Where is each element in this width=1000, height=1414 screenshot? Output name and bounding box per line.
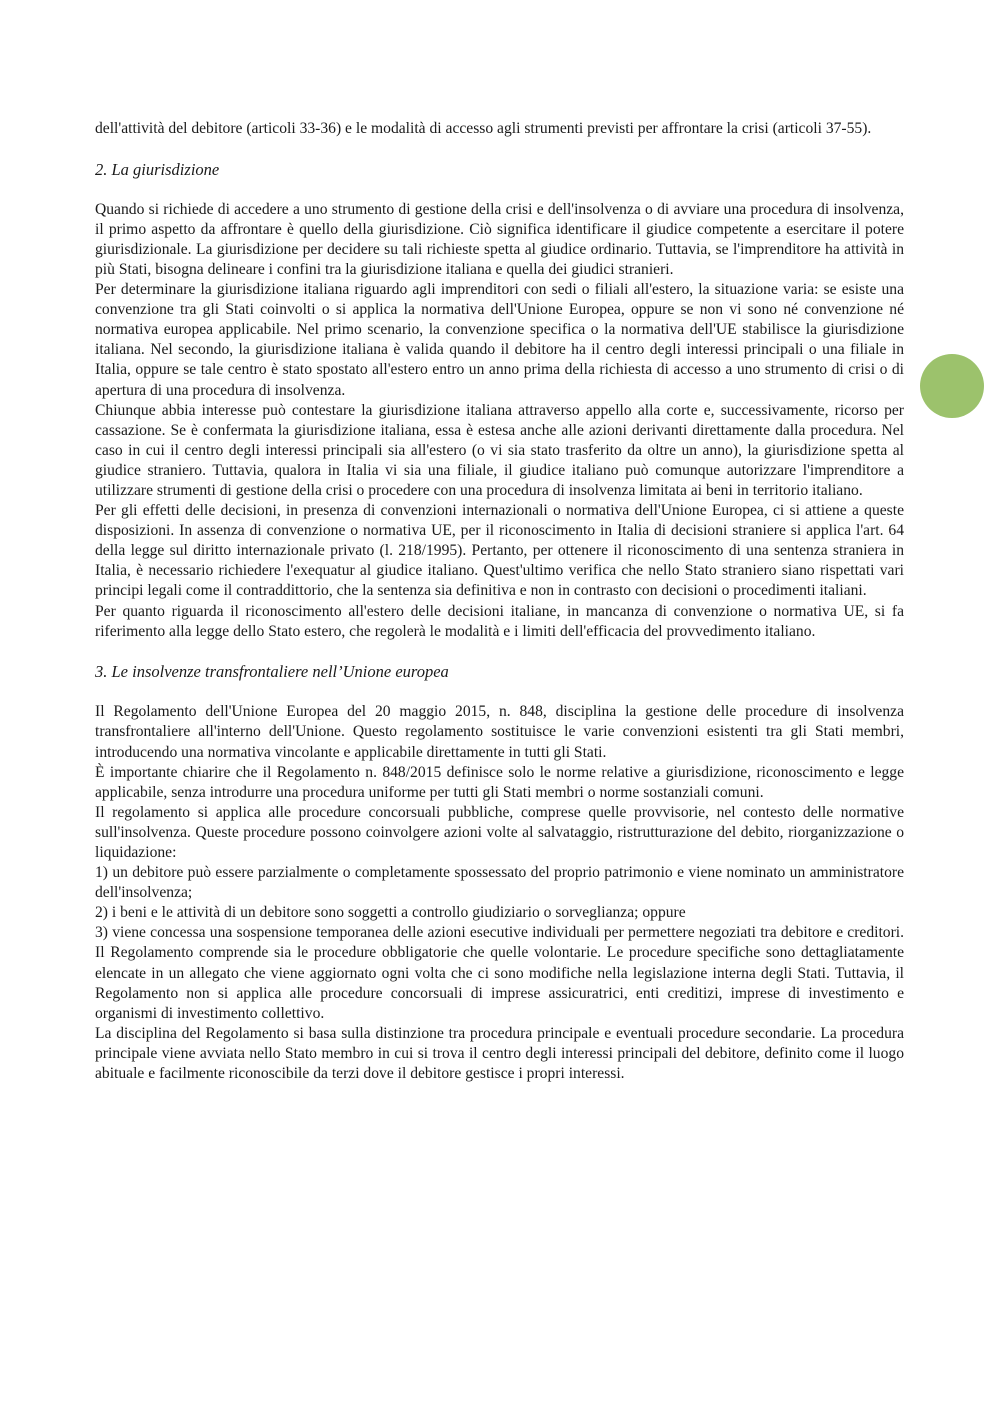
paragraph: Il regolamento si applica alle procedure concorsuali pubbliche, comprese quelle provvisorie, nel contesto delle normative sull'insolvenza. Queste procedure possono coinvolgere azioni volte al salvataggio, ristrutturazione del debito, riorganizzazione o liquidazione: (95, 803, 904, 861)
spacer (95, 139, 904, 160)
decorative-green-circle (920, 354, 984, 418)
section-heading-giurisdizione: 2. La giurisdizione (95, 159, 220, 179)
spacer (95, 682, 904, 702)
paragraph: Per quanto riguarda il riconoscimento all'estero delle decisioni italiane, in mancanza di convenzione o normativa UE, si fa riferimento alla legge dello Stato estero, che regolerà le modalità e i limiti dell'efficacia del provvedimento italiano. (95, 602, 904, 640)
intro-paragraph: dell'attività del debitore (articoli 33-36) e le modalità di accesso agli strumenti previsti per affrontare la crisi (articoli 37-55). (95, 120, 872, 137)
paragraph: Per determinare la giurisdizione italiana riguardo agli imprenditori con sedi o filiali all'estero, la situazione varia: se esiste una convenzione tra gli Stati coinvolti o si applica la normativa dell'Unione Europea, oppure se non vi sono né convenzione né normativa europea applicabile. Nel primo scenario, la convenzione specifica o la normativa dell'UE stabilisce la giurisdizione italiana. Nel secondo, la giurisdizione italiana è valida quando il debitore ha il centro degli interessi principali o una filiale in Italia, oppure se tale centro è stato spostato all'estero entro un anno prima della richiesta di accesso a uno strumento di crisi o di apertura di una procedura di insolvenza. (95, 281, 904, 399)
paragraph: Il Regolamento dell'Unione Europea del 20 maggio 2015, n. 848, disciplina la gestione delle procedure di insolvenza transfrontaliere all'interno dell'Unione. Questo regolamento sostituisce le varie convenzioni esistenti tra gli Stati membri, introducendo una normativa vincolante e applicabile direttamente in tutti gli Stati. (95, 703, 904, 761)
paragraph: Quando si richiede di accedere a uno strumento di gestione della crisi e dell'insolvenza o di avviare una procedura di insolvenza, il primo aspetto da affrontare è quello della giurisdizione. Ciò significa identificare il giudice competente a esercitare il potere giurisdizionale. La giurisdizione per decidere su tali richieste spetta al giudice ordinario. Tuttavia, se l'imprenditore ha attività in più Stati, bisogna delineare i confini tra la giurisdizione italiana e quella dei giudici stranieri. (95, 200, 904, 278)
list-item: 1) un debitore può essere parzialmente o completamente spossessato del proprio patrimonio e viene nominato un amministratore dell'insolvenza; (95, 864, 904, 902)
document-page (95, 119, 904, 1084)
spacer (95, 642, 904, 663)
section-heading-insolvenze-transfrontaliere: 3. Le insolvenze transfrontaliere nell’Unione europea (95, 662, 449, 682)
paragraph: Chiunque abbia interesse può contestare la giurisdizione italiana attraverso appello alla corte e, successivamente, ricorso per cassazione. Se è confermata la giurisdizione italiana, essa è estesa anche alle azioni derivanti direttamente dalla procedura. Nel caso in cui il centro degli interessi principali sia all'estero (o vi sia stato trasferito da oltre un anno), la giurisdizione spetta al giudice straniero. Tuttavia, qualora in Italia vi sia una filiale, il giudice italiano può comunque autorizzare l'imprenditore a utilizzare strumenti di gestione della crisi o procedere con una procedura di insolvenza limitata ai beni in territorio italiano. (95, 401, 904, 499)
list-item: 3) viene concessa una sospensione temporanea delle azioni esecutive individuali per permettere negoziati tra debitore e creditori. Il Regolamento comprende sia le procedure obbligatorie che quelle volontarie. Le procedure specifiche sono dettagliatamente elencate in un allegato che viene aggiornato ogni volta che ci sono modifiche nella legislazione interna degli Stati. Tuttavia, il Regolamento non si applica alle procedure concorsuali di imprese assicuratrici, enti creditizi, imprese di investimento e organismi di investimento collettivo. (95, 924, 904, 1022)
paragraph: La disciplina del Regolamento si basa sulla distinzione tra procedura principale e eventuali procedure secondarie. La procedura principale viene avviata nello Stato membro in cui si trova il centro degli interessi principali del debitore, definito come il luogo abituale e facilmente riconoscibile da terzi dove il debitore gestisce i propri interessi. (95, 1024, 904, 1083)
list-item: 2) i beni e le attività di un debitore sono soggetti a controllo giudiziario o sorveglianza; oppure (95, 904, 686, 922)
paragraph: È importante chiarire che il Regolamento n. 848/2015 definisce solo le norme relative a giurisdizione, riconoscimento e legge applicabile, senza introdurre una procedura uniforme per tutti gli Stati membri o norme sostanziali comuni. (95, 763, 904, 801)
paragraph: Per gli effetti delle decisioni, in presenza di convenzioni internazionali o normativa dell'Unione Europea, ci si attiene a queste disposizioni. In assenza di convenzione o normativa UE, per il riconoscimento in Italia di decisioni straniere si applica l'art. 64 della legge sul diritto internazionale privato (l. 218/1995). Pertanto, per ottenere il riconoscimento di una sentenza straniera in Italia, è necessario richiedere l'exequatur al giudice italiano. Quest'ultimo verifica che nello Stato straniero siano rispettati vari principi legali come il contraddittorio, che la sentenza sia definitiva e non in contrasto con decisioni o procedimenti italiani. (95, 502, 904, 600)
spacer (95, 180, 904, 200)
